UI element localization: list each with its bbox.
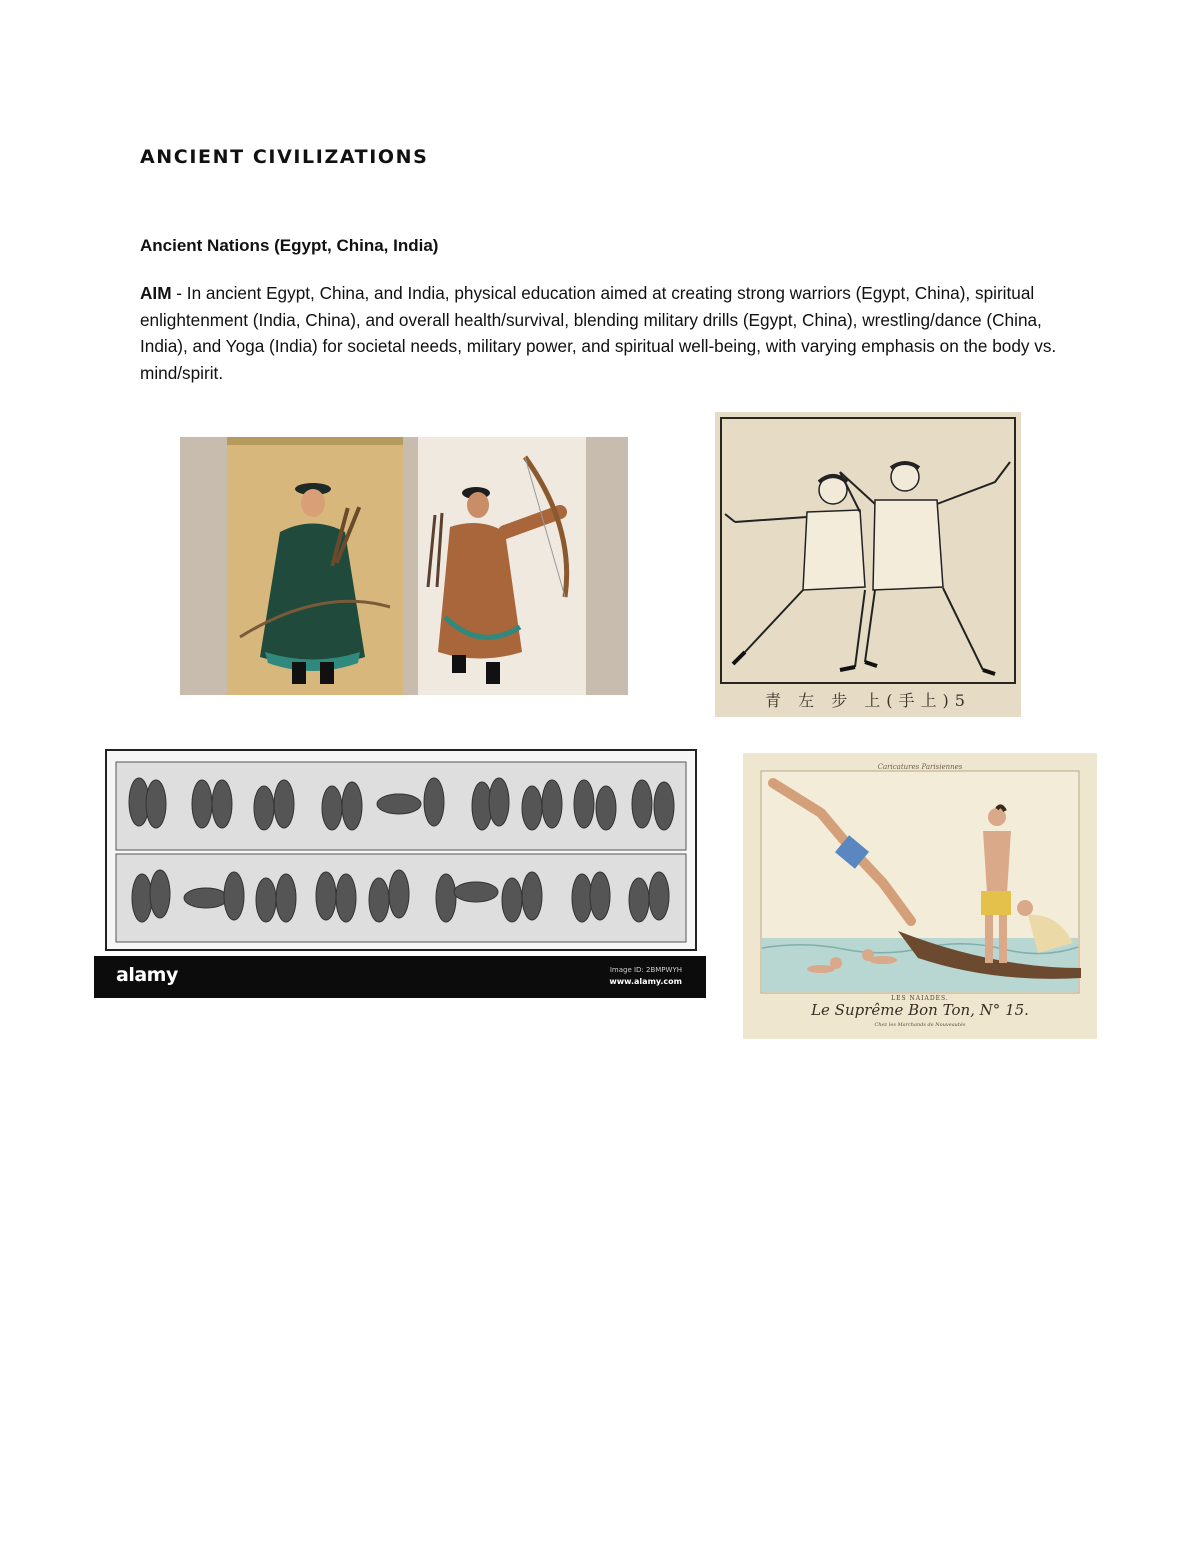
archer-portraits-illustration-icon	[180, 437, 628, 695]
document-title: ANCIENT CIVILIZATIONS	[140, 146, 429, 168]
wrestling-frieze-image	[94, 742, 706, 998]
alamy-image-id: Image ID: 2BMPWYH	[609, 966, 682, 974]
alamy-url: www.alamy.com	[609, 977, 682, 986]
alamy-logo: alamy	[116, 964, 178, 986]
aim-label: AIM	[140, 283, 172, 303]
swimmers-engraving-image	[743, 753, 1097, 1039]
aim-text: - In ancient Egypt, China, and India, physical education aimed at creating strong warriors (Egypt, China), spiritual enlightenment (India, China), and overall health/survival, blending military drills (Egypt, China), wrestling/dance (China, India), and Yoga (India) for societal needs, military power, and spiritual well-being, with varying emphasis on the body vs. mind/spirit.	[140, 283, 1057, 383]
swimmers-label: LES NAIADES.	[891, 995, 949, 1002]
taichi-figures-illustration-icon	[715, 412, 1021, 717]
aim-paragraph	[140, 280, 1070, 386]
swimmers-script-title: Le Suprême Bon Ton, N° 15.	[811, 1001, 1029, 1019]
archer-portraits-image	[180, 437, 628, 695]
swimmers-top-caption: Caricatures Parisiennes	[877, 763, 963, 771]
taichi-caption: 青 左 步 上(手上)5	[765, 691, 971, 710]
section-heading: Ancient Nations (Egypt, China, India)	[140, 236, 439, 255]
alamy-watermark-bar	[94, 956, 706, 998]
swimmers-small-caption: Chez les Marchands de Nouveautés	[874, 1022, 966, 1028]
taichi-image	[715, 412, 1021, 717]
